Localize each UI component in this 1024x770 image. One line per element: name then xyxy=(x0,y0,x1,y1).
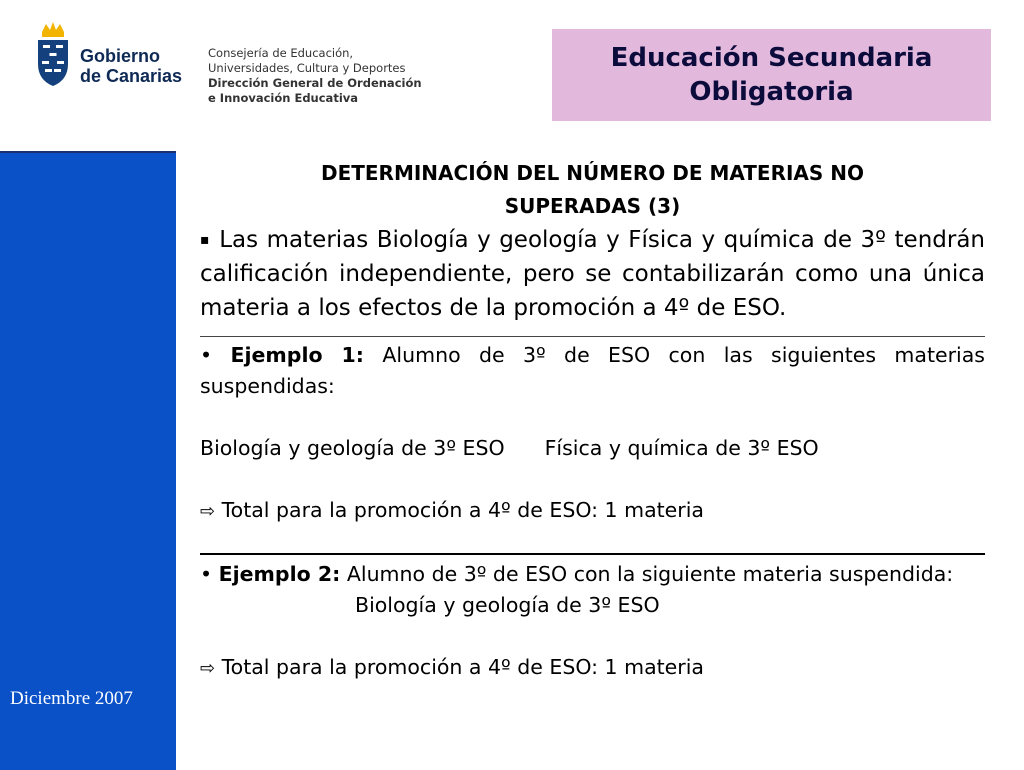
example-2-text: Alumno de 3º de ESO con la siguiente materia suspendida: xyxy=(346,562,954,586)
bullet-icon: • xyxy=(200,562,213,586)
example-1-subjects xyxy=(200,433,985,464)
date-label: Diciembre 2007 xyxy=(10,688,133,709)
example-1-subject-1: Biología y geología de 3º ESO xyxy=(200,436,505,460)
example-2-subject-1: Biología y geología de 3º ESO xyxy=(355,593,660,617)
department-name xyxy=(208,46,422,106)
slide-content xyxy=(200,155,985,684)
example-1-total xyxy=(200,495,985,527)
divider xyxy=(200,553,985,555)
dept-line2: Universidades, Cultura y Deportes xyxy=(208,61,406,75)
dept-line3: Dirección General de Ordenación xyxy=(208,76,422,90)
arrow-right-icon: ⇨ xyxy=(200,501,216,522)
arrow-right-icon: ⇨ xyxy=(200,658,216,679)
bullet-icon: • xyxy=(200,343,213,367)
example-1-total-text: Total para la promoción a 4º de ESO: 1 materia xyxy=(221,498,704,522)
rule-text: Las materias Biología y geología y Física y química de 3º tendrán calificación independiente, pero se contabilizarán como una única materia a los efectos de la promoción a 4º de ESO. xyxy=(200,227,985,321)
example-1-label: Ejemplo 1: xyxy=(230,343,365,367)
example-2-total xyxy=(200,652,985,684)
example-2-total-text: Total para la promoción a 4º de ESO: 1 materia xyxy=(221,655,704,679)
square-bullet-icon: ▪ xyxy=(200,232,211,248)
example-2-label: Ejemplo 2: xyxy=(218,562,341,586)
title-line1: Educación Secundaria xyxy=(610,43,933,73)
sidebar xyxy=(0,151,176,770)
rule-paragraph xyxy=(200,223,985,325)
example-1 xyxy=(200,340,985,402)
example-1-text: Alumno de 3º de ESO con las siguientes materias suspendidas: xyxy=(200,343,985,398)
page-title xyxy=(552,29,991,121)
heading-line2: SUPERADAS (3) xyxy=(504,194,681,218)
example-2 xyxy=(200,559,985,590)
heading-line1: DETERMINACIÓN DEL NÚMERO DE MATERIAS NO xyxy=(320,161,865,185)
gobierno-canarias-logo xyxy=(34,20,434,120)
divider xyxy=(200,336,985,337)
gov-name-line1: Gobierno xyxy=(80,46,160,66)
dept-line4: e Innovación Educativa xyxy=(208,91,359,105)
coat-of-arms-icon xyxy=(34,20,72,92)
government-name xyxy=(80,46,182,86)
dept-line1: Consejería de Educación, xyxy=(208,46,354,60)
title-line2: Obligatoria xyxy=(689,77,854,107)
section-heading xyxy=(200,157,985,223)
gov-name-line2: de Canarias xyxy=(80,66,183,86)
example-1-subject-2: Física y química de 3º ESO xyxy=(544,436,819,460)
